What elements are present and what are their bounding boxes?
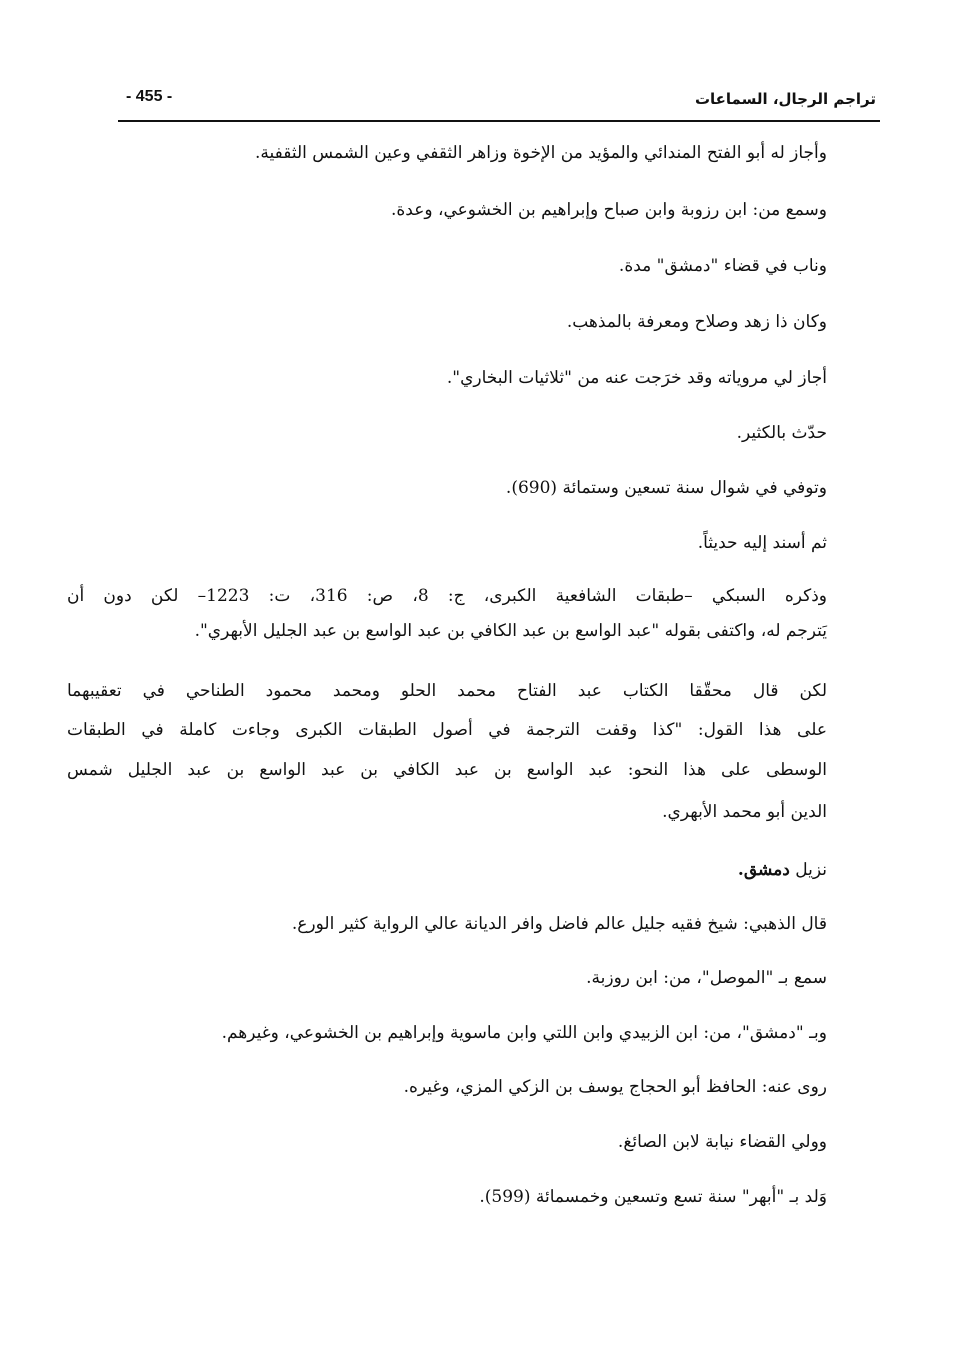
text-line-15 [107,857,827,883]
text-line-2: وسمع من: ابن رزوبة وابن صباح وإبراهيم بن الخشوعي، وعدة. [391,200,827,220]
text-line-6: حدّث بالكثير. [736,423,827,443]
nazil-place: دمشق. [737,860,790,880]
text-line-16: قال الذهبي: شيخ فقيه جليل عالم فاضل وافر الديانة عالي الرواية كثير الورع. [291,914,827,934]
nazil-label: نزيل [789,860,827,880]
text-line-9: وذكره السبكي –طبقات الشافعية الكبرى، ج: 8، ص: 316، ت: 1223– لكن دون أن [67,586,827,606]
text-line-13: الوسطى على هذا النحو: عبد الواسع بن عبد الكافي بن عبد الواسع بن عبد الجليل شمس [67,760,827,780]
text-line-3: وناب في قضاء "دمشق" مدة. [618,256,827,276]
text-line-19: روى عنه: الحافظ أبو الحجاج يوسف بن الزكي المزي، وغيره. [403,1077,827,1097]
text-line-18: وبـ "دمشق"، من: ابن الزبيدي وابن اللتي وابن ماسوية وإبراهيم بن الخشوعي، وغيرهم. [221,1023,827,1043]
text-line-4: وكان ذا زهد وصلاح ومعرفة بالمذهب. [566,312,827,332]
text-line-12: على هذا القول: "كذا وقفت الترجمة في أصول الطبقات الكبرى وجاءت كاملة في الطبقات [67,720,827,740]
page-header [118,86,880,122]
text-line-1: وأجاز له أبو الفتح المندائي والمؤيد من الإخوة وزاهر الثقفي وعين الشمس الثقفية. [254,143,827,163]
text-line-10: يَترجم له، واكتفى بقوله "عبد الواسع بن عبد الكافي بن عبد الواسع بن عبد الجليل الأبهري". [194,621,827,641]
text-line-7: وتوفي في شوال سنة تسعين وستمائة (690). [505,478,827,498]
text-line-20: وولي القضاء نيابة لابن الصائغ. [617,1132,827,1152]
running-title: تراجم الرجال، السماعات [694,90,876,108]
text-line-11: لكن قال محقّقا الكتاب عبد الفتاح محمد الحلو ومحمد محمود الطناحي في تعقيبهما [67,681,827,701]
text-line-14: الدين أبو محمد الأبهري. [662,802,827,822]
page-number: - 455 - [126,88,173,105]
text-line-21: وَلد بـ "أبهر" سنة تسع وتسعين وخمسمائة (599). [479,1187,827,1207]
text-line-5: أجاز لي مروياته وقد خرَجت عنه من "ثلاثيات البخاري". [446,368,827,388]
text-line-8: ثم أسند إليه حديثاً. [697,533,827,553]
text-line-17: سمع بـ "الموصل"، من: ابن روزبة. [586,968,827,988]
